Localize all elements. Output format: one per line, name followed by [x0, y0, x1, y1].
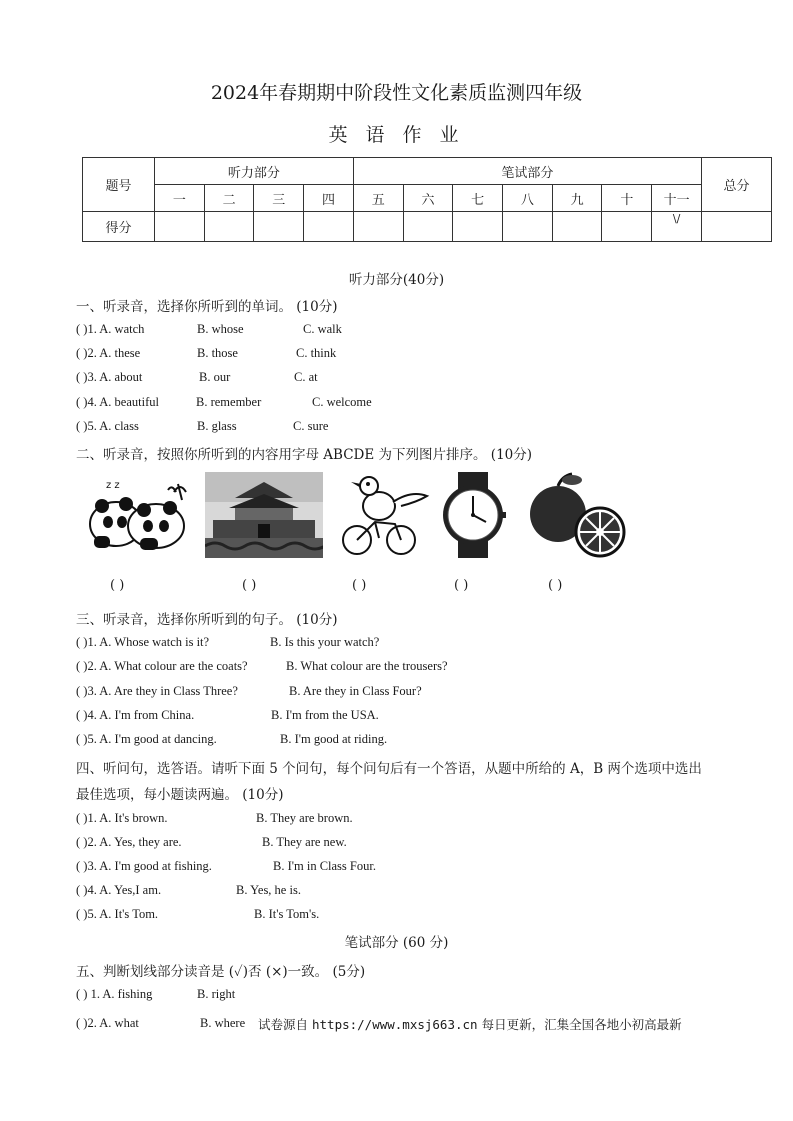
- score-cell[interactable]: [155, 212, 205, 242]
- section-3-items: ( )1. A. Whose watch is it? B. Is this your watch? ( )2. A. What colour are the coats? B. What colour are the trousers? ( )3. A. Are they in Class Three? B. Are they in Class Four? ( )4. A. I'm from China. B. I'm from the USA. ( )5. A. I'm good at dancing. B. I'm good at riding.: [76, 635, 448, 746]
- score-cell[interactable]: [503, 212, 553, 242]
- writing-section-title: 笔试部分 (60 分): [344, 935, 449, 951]
- answer-blank[interactable]: ( ): [352, 578, 367, 593]
- number-cell: 五: [353, 185, 403, 212]
- total-score-cell[interactable]: [702, 212, 772, 242]
- section-5-items: ( ) 1. A. fishing B. right ( )2. A. what B. where: [76, 987, 246, 1030]
- section-1-items: ( )1. A. watch B. whose C. walk ( )2. A. these B. those C. think ( )3. A. about B. our C. at ( )4. A. beautiful B. remember C. welcome ( )5. A. class B. glass C. sure: [76, 322, 372, 433]
- pandas-picture: [86, 472, 190, 554]
- oranges-picture: [520, 472, 626, 558]
- score-table: [82, 157, 772, 242]
- section-2-title: 二、听录音，按照你所听到的内容用字母 ABCDE 为下列图片排序。 (10分): [76, 447, 533, 463]
- listening-section-title: 听力部分(40分): [348, 272, 445, 288]
- score-cell[interactable]: [652, 212, 702, 242]
- page-title: 2024年春期期中阶段性文化素质监测四年级: [210, 82, 583, 104]
- watch-picture: [438, 472, 508, 558]
- section-1-title: 一、听录音，选择你所听到的单词。 (10分): [76, 299, 338, 315]
- header-cell-total: 总分: [702, 158, 772, 212]
- score-row-label: 得分: [83, 212, 155, 242]
- number-cell: 二: [204, 185, 254, 212]
- score-cell[interactable]: [254, 212, 304, 242]
- page-subtitle: 英 语 作 业: [328, 124, 465, 146]
- source-prefix: 试卷源自: [258, 1017, 309, 1032]
- score-cell[interactable]: [204, 212, 254, 242]
- number-cell: 六: [403, 185, 453, 212]
- answer-blank[interactable]: ( ): [548, 578, 563, 593]
- number-cell: 七: [453, 185, 503, 212]
- tiananmen-picture: [205, 472, 323, 558]
- number-cell: 八: [503, 185, 553, 212]
- number-cell: 九: [552, 185, 602, 212]
- header-cell-question-no: 题号: [83, 158, 155, 212]
- header-cell-listening: 听力部分: [155, 158, 354, 185]
- bird-riding-bike-picture: [335, 472, 431, 558]
- answer-blank[interactable]: ( ): [242, 578, 257, 593]
- handwritten-mark: \/: [672, 212, 681, 225]
- score-cell[interactable]: [453, 212, 503, 242]
- section-3-title: 三、听录音，选择你所听到的句子。 (10分): [76, 612, 338, 628]
- score-cell[interactable]: [304, 212, 354, 242]
- section-5-title: 五、判断划线部分读音是 (✓)否 (×)一致。 (5分): [76, 964, 366, 980]
- score-cell[interactable]: [552, 212, 602, 242]
- number-cell: 三: [254, 185, 304, 212]
- number-cell: 四: [304, 185, 354, 212]
- source-url-link[interactable]: https://www.mxsj663.cn: [312, 1017, 478, 1032]
- number-cell: 十一: [652, 185, 702, 212]
- section-4-title-line2: 最佳选项，每小题读两遍。 (10分): [76, 787, 284, 803]
- section-4-title-line1: 四、听问句，选答语。请听下面 5 个问句，每个问句后有一个答语，从题中所给的 A，B 两个选项中选出: [76, 761, 702, 777]
- svg-text:z z: z z: [106, 480, 120, 491]
- header-cell-writing: 笔试部分: [353, 158, 701, 185]
- score-cell[interactable]: [403, 212, 453, 242]
- section-4-items: ( )1. A. It's brown. B. They are brown. ( )2. A. Yes, they are. B. They are new. ( )3. A. I'm good at fishing. B. I'm in Class Four. ( )4. A. Yes,I am. B. Yes, he is. ( )5. A. It's Tom. B. It's Tom's.: [76, 811, 376, 921]
- score-cell[interactable]: [602, 212, 652, 242]
- score-cell[interactable]: [353, 212, 403, 242]
- source-suffix: 每日更新，汇集全国各地小初高最新: [481, 1017, 682, 1032]
- answer-blank[interactable]: ( ): [454, 578, 469, 593]
- source-footer: [258, 1015, 682, 1033]
- number-cell: 一: [155, 185, 205, 212]
- number-cell: 十: [602, 185, 652, 212]
- answer-blank[interactable]: ( ): [110, 578, 125, 593]
